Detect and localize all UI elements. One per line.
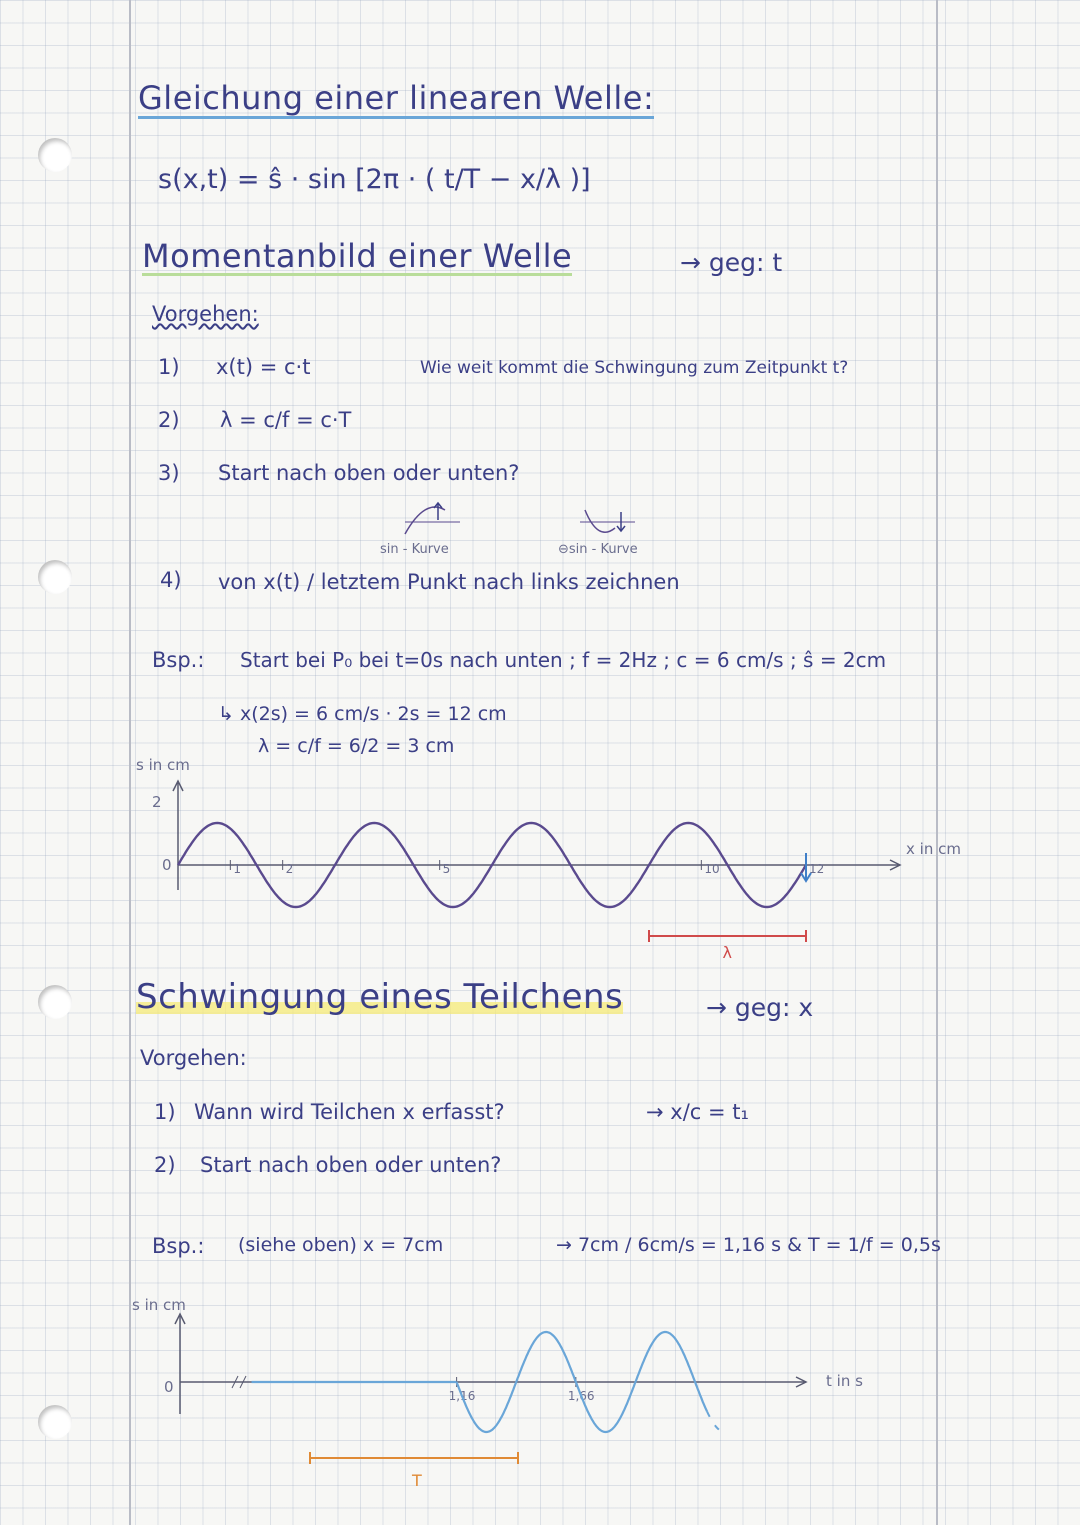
step-note: Wie weit kommt die Schwingung zum Zeitpunkt t? xyxy=(420,358,849,378)
wavelength-label: λ xyxy=(722,943,732,962)
step-result: → x/c = t₁ xyxy=(646,1100,749,1124)
step-text: Start nach oben oder unten? xyxy=(218,461,520,485)
heading-particle-given: → geg: x xyxy=(706,993,814,1022)
neg-sin-curve-label: ⊖sin - Kurve xyxy=(558,542,638,557)
x-tick-label: 10 xyxy=(704,862,720,876)
heading-linear-wave: Gleichung einer linearen Welle: xyxy=(138,79,655,117)
heading-particle-oscillation: Schwingung eines Teilchens xyxy=(136,977,624,1017)
chart1-origin: 0 xyxy=(162,856,172,874)
period-label: T xyxy=(412,1471,422,1490)
example-calc-wavelength: λ = c/f = 6/2 = 3 cm xyxy=(258,735,455,757)
step-text: x(t) = c·t xyxy=(216,355,311,379)
step-number: 2) xyxy=(154,1153,176,1177)
heading-snapshot-given: → geg: t xyxy=(680,248,783,277)
chart1-ytick: 2 xyxy=(152,793,162,811)
x-tick-label: 1,66 xyxy=(567,1389,595,1403)
procedure-title: Vorgehen: xyxy=(152,302,259,326)
example-text: (siehe oben) x = 7cm xyxy=(238,1234,444,1256)
step-number: 3) xyxy=(158,461,180,485)
step-number: 1) xyxy=(158,355,180,379)
heading-snapshot: Momentanbild einer Welle xyxy=(142,237,573,275)
oscillation-continuation xyxy=(707,1411,719,1429)
step-text: Start nach oben oder unten? xyxy=(200,1153,502,1177)
step-number: 2) xyxy=(158,408,180,432)
example-label: Bsp.: xyxy=(152,1234,205,1258)
wave-equation: s(x,t) = ŝ · sin [2π · ( t/T − x/λ )] xyxy=(158,164,591,195)
x-tick-label: 5 xyxy=(442,862,451,876)
x-tick-label: 2 xyxy=(285,862,294,876)
chart2-origin: 0 xyxy=(164,1378,174,1396)
chart1-xlabel: x in cm xyxy=(906,840,961,858)
step-text: λ = c/f = c·T xyxy=(220,408,352,432)
x-tick-label: 12 xyxy=(809,862,825,876)
example-text: Start bei P₀ bei t=0s nach unten ; f = 2Hz ; c = 6 cm/s ; ŝ = 2cm xyxy=(240,648,887,672)
chart2-ylabel: s in cm xyxy=(132,1296,186,1314)
step-text: Wann wird Teilchen x erfasst? xyxy=(194,1100,505,1124)
x-tick-label: 1 xyxy=(233,862,241,876)
example-label: Bsp.: xyxy=(152,648,205,672)
x-tick-label: 1,16 xyxy=(448,1389,476,1403)
step-text: von x(t) / letztem Punkt nach links zeichnen xyxy=(218,570,680,594)
example-result: → 7cm / 6cm/s = 1,16 s & T = 1/f = 0,5s xyxy=(556,1234,941,1256)
chart1-ylabel: s in cm xyxy=(136,756,190,774)
example-calc-distance: ↳ x(2s) = 6 cm/s · 2s = 12 cm xyxy=(218,703,507,725)
chart2-xlabel: t in s xyxy=(826,1372,863,1390)
procedure-title: Vorgehen: xyxy=(140,1046,247,1070)
step-number: 4) xyxy=(160,568,182,592)
step-number: 1) xyxy=(154,1100,176,1124)
sin-curve-label: sin - Kurve xyxy=(380,542,449,557)
